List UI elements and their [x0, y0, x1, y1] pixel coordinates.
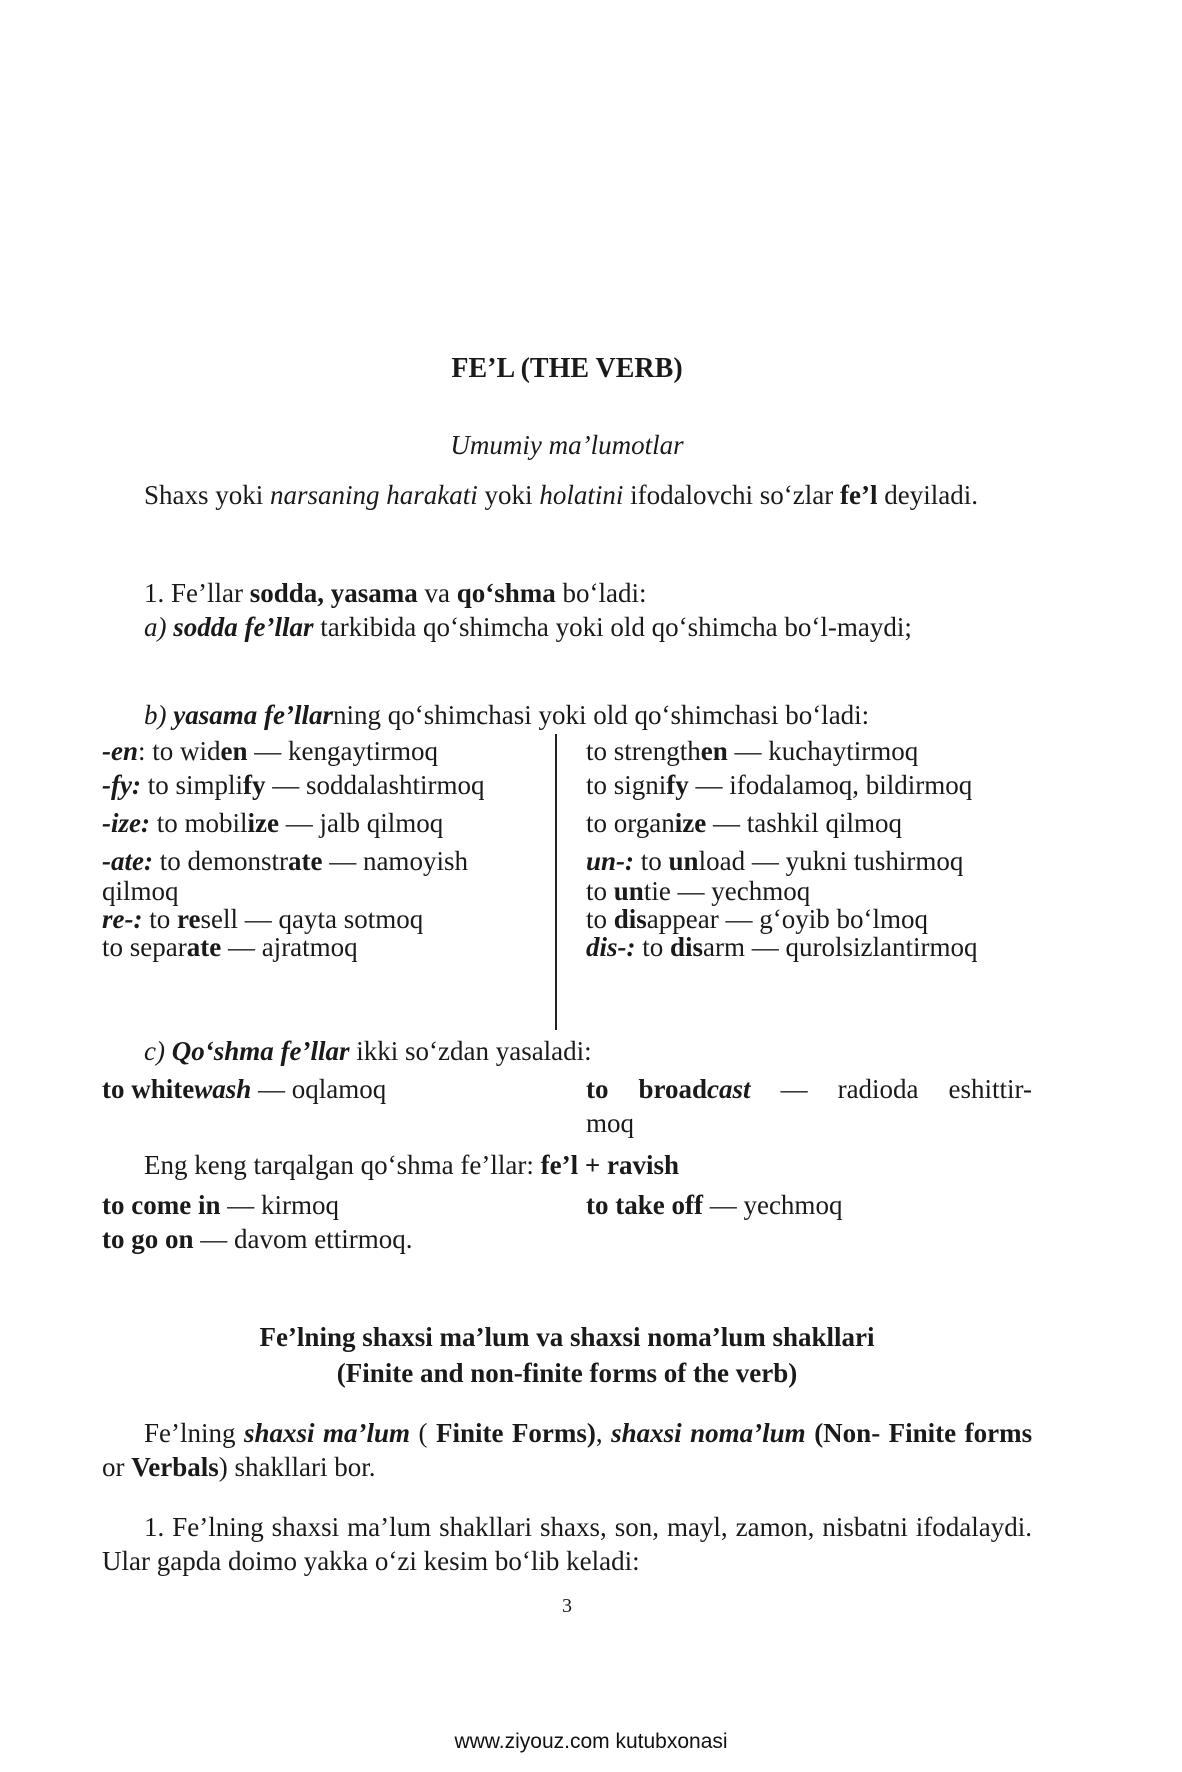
suffix-text: appear — g‘oyib bo‘lmoq: [646, 904, 928, 934]
section-paragraph-2: 1. Fe’lning shaxsi ma’lum shakllari shaxs, son, mayl, zamon, nisbatni ifodalaydi. Ular gapda doimo yakka o‘zi kesim bo‘lib keladi:: [102, 1512, 1032, 1576]
intro-text: ifodalovchi so‘zlar: [630, 480, 834, 510]
suffix-text: to strength: [586, 736, 701, 766]
section-paragraph-1: [102, 1416, 1032, 1484]
suffix-bold: en: [220, 736, 248, 766]
suffix-row-right-3: [586, 844, 963, 878]
page-title: FE’L (THE VERB): [451, 353, 683, 384]
types-lead: 1. Fe’llar: [144, 578, 243, 608]
compound-bold: fe’l + ravish: [540, 1150, 679, 1180]
intro-text: deyiladi.: [884, 480, 978, 510]
suffix-label: un-:: [586, 846, 635, 876]
para-text: ) shakllari bor.: [218, 1452, 376, 1482]
types-b-label: b): [144, 700, 167, 730]
intro-text: yoki: [484, 480, 533, 510]
para-text: ,: [595, 1418, 603, 1448]
intro-bold: fe’l: [840, 480, 878, 510]
suffix-text: — soddalashtirmoq: [265, 770, 485, 800]
example-bold: to broad: [586, 1074, 708, 1104]
compound-term: Qo‘shma fe’llar: [171, 1036, 350, 1066]
page: [102, 0, 1032, 1772]
types-a-text: tarkibida qo‘shimcha yoki old qo‘shimcha bo‘l-maydi;: [320, 612, 912, 642]
compound-example-3: [102, 1188, 1032, 1222]
intro-text: Shaxs: [144, 480, 209, 510]
types-text: bo‘ladi:: [562, 578, 647, 608]
suffix-text: — jalb qilmoq: [278, 808, 444, 838]
types-intro: [102, 576, 1032, 610]
suffix-text: to signi: [586, 770, 667, 800]
suffix-text: to simpli: [140, 770, 243, 800]
para-bold: Verbals: [131, 1452, 219, 1482]
types-a-label: a): [144, 612, 167, 642]
compound-intro: [102, 1034, 1032, 1068]
intro-italic: holatini: [539, 480, 624, 510]
example-text: — davom ettirmoq.: [200, 1224, 413, 1254]
para-text: or: [102, 1452, 125, 1482]
suffix-bold: un: [668, 846, 699, 876]
suffix-text: to organ: [586, 808, 675, 838]
suffix-label: -ize:: [102, 808, 150, 838]
example-bold: to come in: [102, 1190, 221, 1220]
intro-italic: narsaning harakati: [270, 480, 478, 510]
section-title: Fe’lning shaxsi ma’lum va shaxsi noma’lum shakllari: [259, 1322, 875, 1352]
example-text: — oqlamoq: [258, 1074, 387, 1104]
compound-label: c): [144, 1036, 165, 1066]
suffix-text: tie — yechmoq: [643, 876, 811, 906]
suffix-text: — kuchaytirmoq: [727, 736, 919, 766]
suffix-bold: en: [700, 736, 728, 766]
suffix-colon: :: [138, 736, 146, 766]
suffix-text: to: [635, 932, 671, 962]
suffix-text: to: [586, 904, 614, 934]
compound-example-2-cont: moq: [586, 1108, 635, 1138]
suffix-text: load — yukni tushirmoq: [698, 846, 964, 876]
para-text: (: [418, 1418, 428, 1448]
types-b-term: yasama fe’llar: [173, 700, 333, 730]
suffix-text: — kengaytirmoq: [247, 736, 438, 766]
compound-common: [102, 1148, 1032, 1182]
suffix-label: dis-:: [586, 932, 636, 962]
example-bold-italic: cast: [707, 1074, 751, 1104]
suffix-row-left-3: [102, 844, 468, 878]
intro-paragraph: [102, 478, 1032, 512]
types-a: [102, 610, 1032, 644]
suffix-label: re-:: [102, 904, 143, 934]
suffix-row-left-2: [102, 806, 443, 840]
suffix-text: to: [586, 876, 614, 906]
para-bold: (Non- Finite forms: [814, 1418, 1033, 1448]
compound-example-5: [102, 1222, 1032, 1256]
column-divider: [555, 734, 557, 1030]
suffix-label: -en: [102, 736, 138, 766]
suffix-row-right-2: [586, 806, 902, 840]
types-a-term: sodda fe’llar: [173, 612, 314, 642]
suffix-text: — ajratmoq: [221, 932, 358, 962]
types-text: va: [424, 578, 451, 608]
suffix-bold: ate: [287, 846, 323, 876]
types-b-text: ning qo‘shimchasi yoki old qo‘shimchasi bo‘ladi:: [332, 700, 870, 730]
para-text: Fe’lning: [144, 1418, 236, 1448]
intro-text: yoki: [215, 480, 264, 510]
types-bold: sodda, yasama: [249, 578, 418, 608]
suffix-row-right-6: [586, 930, 978, 964]
suffix-row-right-1: [586, 768, 972, 802]
suffix-row-left-6: [102, 930, 358, 964]
para-bold: Finite Forms): [435, 1418, 596, 1448]
suffix-text: to separ: [102, 932, 187, 962]
example-bold: to white: [102, 1074, 195, 1104]
suffix-text: — namoyish: [322, 846, 468, 876]
compound-text: ikki so‘zdan yasaladi:: [356, 1036, 592, 1066]
example-text: — yechmoq: [709, 1190, 843, 1220]
suffix-text: to demonstr: [152, 846, 288, 876]
suffix-text: — tashkil qilmoq: [706, 808, 902, 838]
page-subtitle: Umumiy ma’lumotlar: [450, 430, 684, 460]
para-bold-italic: shaxsi ma’lum: [243, 1418, 411, 1448]
compound-example-2: [586, 1072, 1032, 1106]
suffix-bold: ize: [247, 808, 279, 838]
suffix-label: -fy:: [102, 770, 141, 800]
compound-example-4: [586, 1188, 842, 1222]
suffix-label: -ate:: [102, 846, 153, 876]
page-number: 3: [562, 1595, 572, 1617]
types-bold: qo‘shma: [456, 578, 556, 608]
suffix-text: to: [142, 904, 177, 934]
example-text: — kirmoq: [227, 1190, 339, 1220]
suffix-text: — ifodalamoq, bildirmoq: [688, 770, 973, 800]
section-subtitle: (Finite and non-finite forms of the verb): [336, 1358, 798, 1388]
example-text: — radioda eshittir-: [780, 1074, 1032, 1104]
suffix-text: qilmoq: [102, 876, 179, 906]
para-bold-italic: shaxsi noma’lum: [611, 1418, 806, 1448]
example-bold: to take off: [586, 1190, 703, 1220]
suffix-text: arm — qurolsizlantirmoq: [703, 932, 978, 962]
compound-text: Eng keng tarqalgan qo‘shma fe’llar:: [144, 1150, 534, 1180]
suffix-text: to mobil: [149, 808, 248, 838]
footer-url: www.ziyouz.com kutubxonasi: [454, 1730, 728, 1753]
suffix-bold: ate: [186, 932, 222, 962]
suffix-text: sell — qayta sotmoq: [200, 904, 424, 934]
example-bold: to go on: [102, 1224, 194, 1254]
types-b: [102, 698, 1032, 732]
suffix-bold: re: [177, 904, 201, 934]
suffix-bold: un: [613, 876, 644, 906]
suffix-text: to wid: [145, 736, 221, 766]
suffix-row-right-0: [586, 734, 918, 768]
suffix-bold: fy: [242, 770, 266, 800]
suffix-bold: dis: [670, 932, 704, 962]
suffix-row-left-0: [102, 734, 438, 768]
suffix-row-left-1: [102, 768, 484, 802]
suffix-bold: dis: [613, 904, 647, 934]
suffix-bold: ize: [674, 808, 707, 838]
suffix-text: to: [634, 846, 669, 876]
suffix-bold: fy: [666, 770, 689, 800]
example-bold-italic: wash: [194, 1074, 252, 1104]
